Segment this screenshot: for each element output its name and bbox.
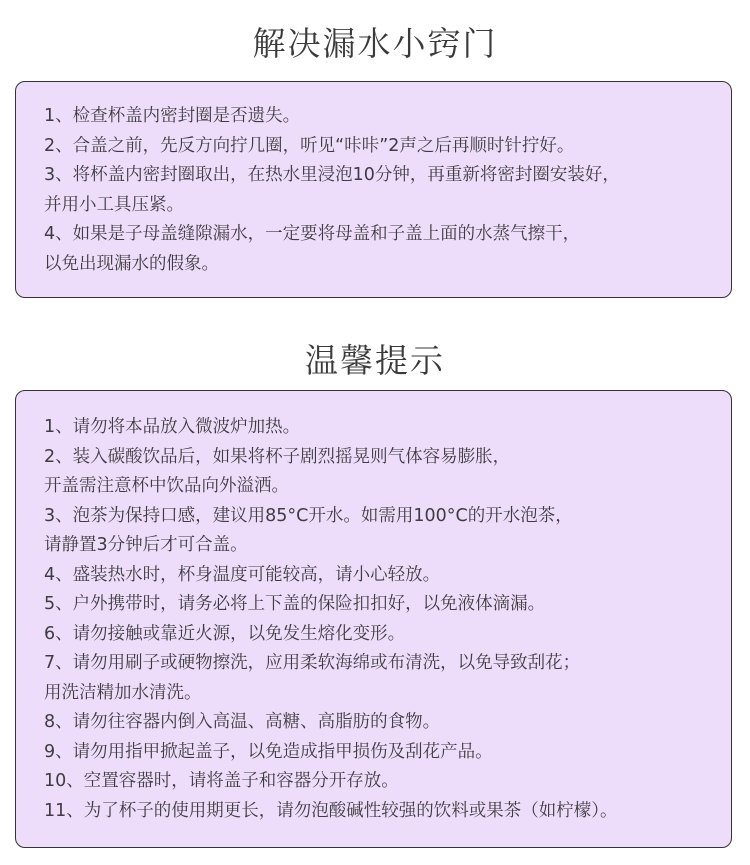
list-item: 以免出现漏水的假象。 [44,253,219,274]
list-item: 3、泡茶为保持口感，建议用85°C开水。如需用100°C的开水泡茶， [44,505,573,526]
list-item: 2、合盖之前，先反方向拧几圈，听见“咔咔”2声之后再顺时针拧好。 [44,135,575,156]
list-item: 11、为了杯子的使用期更长，请勿泡酸碱性较强的饮料或果茶（如柠檬）。 [44,800,618,821]
leak-tips-title: 解决漏水小窍门 [252,24,498,63]
list-item: 6、请勿接触或靠近火源，以免发生熔化变形。 [44,623,406,644]
list-item: 请静置3分钟后才可合盖。 [44,535,248,555]
list-item: 并用小工具压紧。 [44,194,184,215]
leak-tips-list [44,102,717,279]
leak-tips-panel [15,81,732,298]
warm-tips-title: 温馨提示 [305,341,445,380]
list-item: 7、请勿用刷子或硬物擦洗，应用柔软海绵或布清洗，以免导致刮花； [44,653,581,673]
list-item: 4、盛装热水时，杯身温度可能较高，请小心轻放。 [44,564,441,585]
list-item: 1、检查杯盖内密封圈是否遗失。 [44,106,301,126]
list-item: 4、如果是子母盖缝隙漏水，一定要将母盖和子盖上面的水蒸气擦干， [44,224,581,244]
list-item: 9、请勿用指甲掀起盖子，以免造成指甲损伤及刮花产品。 [44,741,493,762]
list-item: 2、装入碳酸饮品后，如果将杯子剧烈摇晃则气体容易膨胀， [44,446,511,467]
warm-tips-list [44,413,717,826]
list-item: 5、户外携带时，请务必将上下盖的保险扣扣好，以免液体滴漏。 [44,594,546,614]
list-item: 1、请勿将本品放入微波炉加热。 [44,417,301,437]
list-item: 10、空置容器时，请将盖子和容器分开存放。 [44,771,399,791]
warm-tips-panel [15,390,732,848]
list-item: 用洗洁精加水清洗。 [44,682,202,703]
list-item: 3、将杯盖内密封圈取出，在热水里浸泡10分钟，再重新将密封圈安装好， [44,165,620,185]
list-item: 开盖需注意杯中饮品向外溢洒。 [44,476,289,496]
list-item: 8、请勿往容器内倒入高温、高糖、高脂肪的食物。 [44,712,441,732]
